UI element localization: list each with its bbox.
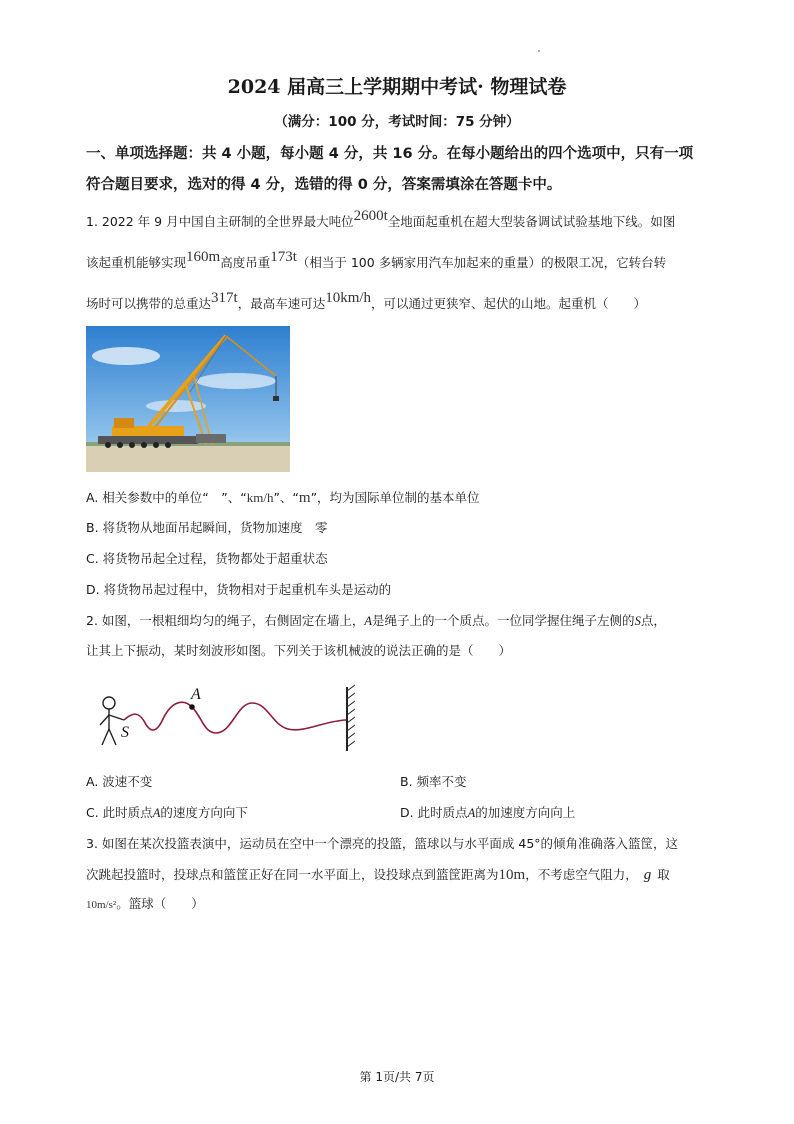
q1-option-a-unit-m: m bbox=[298, 490, 311, 506]
q1-text: 场时可以携带的总重达 bbox=[86, 296, 212, 311]
q1-text: 高度吊重 bbox=[220, 255, 271, 270]
rope-wave bbox=[124, 702, 346, 733]
q1-line1 bbox=[86, 208, 676, 231]
section-heading-line1: 一、单项选择题：共 4 小题，每小题 4 分，共 16 分。在每小题给出的四个选项中，只有一项 bbox=[86, 146, 694, 162]
q1-speed-value: 10km/h bbox=[325, 290, 372, 306]
q1-option-c: C. 将货物吊起全过程，货物都处于超重状态 bbox=[86, 551, 328, 566]
q2-option-d-text: 的加速度方向向上 bbox=[475, 805, 576, 820]
q2-var-s: S bbox=[634, 614, 641, 628]
page-number: 第 1页/共 7页 bbox=[359, 1070, 435, 1084]
exam-title: 2024 届高三上学期期中考试· 物理试卷 bbox=[227, 76, 567, 98]
q1-text: ，可以通过更狭窄、起伏的山地。起重机（ ） bbox=[371, 296, 647, 311]
q1-option-a-text: ”、“ bbox=[273, 490, 299, 505]
q2-option-c-text: 的速度方向向下 bbox=[160, 805, 248, 820]
q1-text: 全地面起重机在超大型装备调试试验基地下线。如图 bbox=[387, 214, 676, 229]
q1-option-b: B. 将货物从地面吊起瞬间，货物加速度 零 bbox=[86, 520, 328, 535]
q1-option-a-text: A. 相关参数中的单位“ ”、“ bbox=[86, 490, 247, 505]
rope-wave-figure bbox=[92, 683, 372, 753]
q3-line1: 3. 如图在某次投篮表演中，运动员在空中一个漂亮的投篮，篮球以与水平面成 45°的倾角准确落入篮筐，这 bbox=[86, 836, 679, 851]
q1-mass-value: 2600t bbox=[353, 208, 388, 224]
q2-text: 是绳子上的一个质点。一位同学握住绳子左侧的 bbox=[372, 613, 635, 628]
q1-text: 1. 2022 年 9 月中国自主研制的全世界最大吨位 bbox=[86, 214, 354, 229]
q1-text: 该起重机能够实现 bbox=[86, 255, 187, 270]
q3-line2 bbox=[86, 865, 670, 884]
crane-photo bbox=[86, 326, 290, 472]
q3-gravity-value: 10m/s² bbox=[86, 899, 117, 911]
q3-var-g: g bbox=[643, 867, 652, 883]
q1-text: （相当于 100 多辆家用汽车加起来的重量）的极限工况，它转台转 bbox=[296, 255, 667, 270]
q3-distance-value: 10m bbox=[498, 867, 526, 883]
q2-option-d bbox=[400, 803, 575, 821]
q1-option-a-text: ”，均为国际单位制的基本单位 bbox=[310, 490, 480, 505]
q1-option-d: D. 将货物吊起过程中，货物相对于起重机车头是运动的 bbox=[86, 582, 392, 597]
q2-option-d-text: D. 此时质点 bbox=[400, 805, 468, 820]
q2-option-c-text: C. 此时质点 bbox=[86, 805, 153, 820]
q3-text: 。篮球（ ） bbox=[116, 896, 204, 911]
person-head bbox=[103, 697, 115, 709]
q1-load-value: 173t bbox=[270, 249, 297, 265]
speck bbox=[538, 50, 540, 52]
q1-line2 bbox=[86, 249, 667, 272]
q2-option-d-var: A bbox=[467, 806, 476, 820]
q2-text: 点， bbox=[640, 613, 666, 628]
q1-option-a bbox=[86, 488, 480, 507]
particle-a-dot bbox=[189, 704, 195, 710]
q2-line1 bbox=[86, 611, 666, 629]
q3-text: 取 bbox=[657, 867, 670, 882]
exam-subtitle: （满分：100 分，考试时间：75 分钟） bbox=[274, 114, 520, 130]
q2-var-a: A bbox=[364, 614, 373, 628]
q2-text: 2. 如图，一根粗细均匀的绳子，右侧固定在墙上， bbox=[86, 613, 365, 628]
q1-height-value: 160m bbox=[186, 249, 221, 265]
q2-option-c-var: A bbox=[152, 806, 161, 820]
q1-option-a-unit-kmh: km/h bbox=[246, 490, 274, 505]
q2-option-a: A. 波速不变 bbox=[86, 774, 153, 789]
label-s: S bbox=[121, 724, 129, 741]
q1-total-mass-value: 317t bbox=[211, 290, 238, 306]
q1-line3 bbox=[86, 290, 647, 313]
q2-option-c bbox=[86, 803, 248, 821]
label-a: A bbox=[191, 686, 201, 703]
q3-text: ，不考虑空气阻力， bbox=[525, 867, 638, 882]
q2-line2: 让其上下振动，某时刻波形如图。下列关于该机械波的说法正确的是（ ） bbox=[86, 643, 512, 658]
q2-option-b: B. 频率不变 bbox=[400, 774, 467, 789]
q1-text: ，最高车速可达 bbox=[237, 296, 326, 311]
q3-text: 次跳起投篮时，投球点和篮筐正好在同一水平面上，设投球点到篮筐距离为 bbox=[86, 867, 499, 882]
section-heading-line2: 符合题目要求，选对的得 4 分，选错的得 0 分，答案需填涂在答题卡中。 bbox=[86, 177, 562, 193]
q3-line3 bbox=[86, 894, 204, 912]
